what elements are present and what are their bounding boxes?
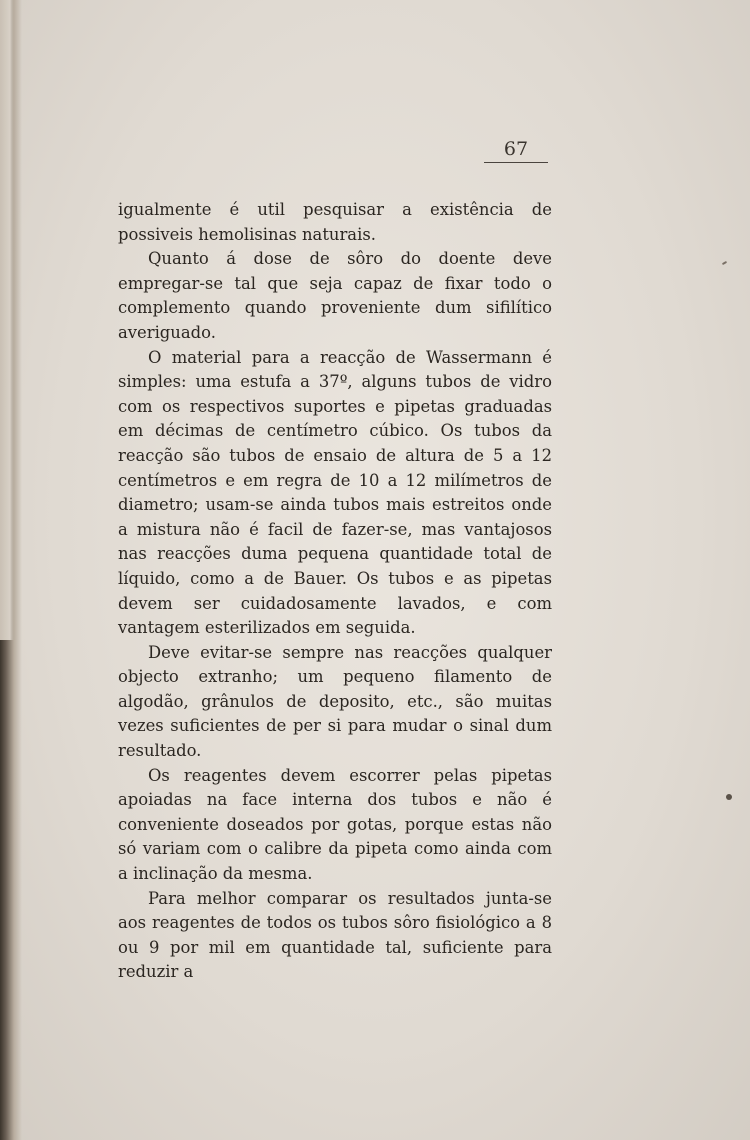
page-body-text [118,198,552,985]
paragraph: Para melhor comparar os resultados junta-se aos reagentes de todos os tubos sôro fisiológico a 8 ou 9 por mil em quantidade tal, suficiente para reduzir a [118,888,552,982]
ink-spot [722,261,727,265]
page-binding-highlight [0,0,14,640]
paragraph: Os reagentes devem escorrer pelas pipetas apoiadas na face interna dos tubos e não é conveniente doseados por gotas, porque estas não só variam com o calibre da pipeta como ainda com a inclinação da mesma. [118,765,552,884]
page-number: 67 [484,138,548,163]
paragraph: Deve evitar-se sempre nas reacções qualquer objecto extranho; um pequeno filamento de algodão, grânulos de deposito, etc., são muitas vezes suficientes de per si para mudar o sinal dum resultado. [118,642,552,761]
ink-spot [726,794,732,800]
paragraph: O material para a reacção de Wassermann é simples: uma estufa a 37º, alguns tubos de vidro com os respectivos suportes e pipetas graduadas em décimas de centímetro cúbico. Os tubos da reacção são tubos de ensaio de altura de 5 a 12 centímetros e em regra de 10 a 12 milímetros de diametro; usam-se ainda tubos mais estreitos onde a mistura não é facil de fazer-se, mas vantajosos nas reacções duma pequena quantidade total de líquido, como a de Bauer. Os tubos e as pipetas devem ser cuidadosamente lavados, e com vantagem esterilizados em seguida. [118,347,552,638]
paragraph: igualmente é util pesquisar a existência de possiveis hemolisinas naturais. [118,200,552,244]
paragraph: Quanto á dose de sôro do doente deve empregar-se tal que seja capaz de fixar todo o complemento quando proveniente dum sifilítico averiguado. [118,249,552,342]
